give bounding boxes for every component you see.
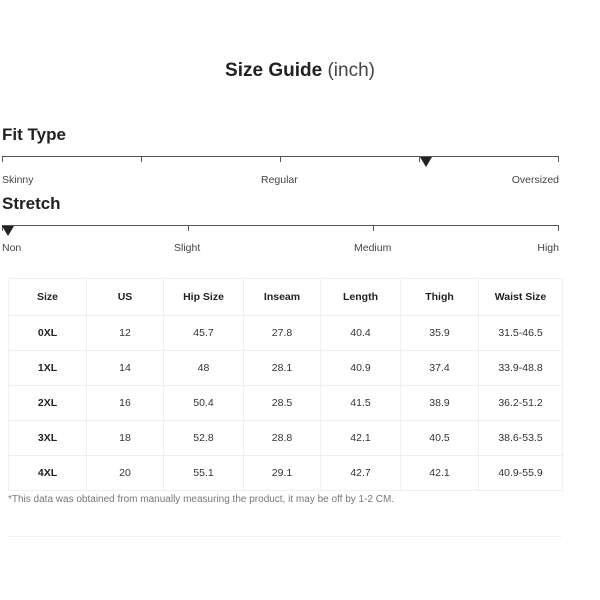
cell-thigh: 42.1 xyxy=(401,456,479,491)
cell-hip: 45.7 xyxy=(164,316,244,351)
stretch-label-non: Non xyxy=(2,242,22,254)
header-waist-size: Waist Size xyxy=(479,279,563,316)
size-table xyxy=(8,278,563,491)
cell-waist: 36.2-51.2 xyxy=(479,386,563,421)
cell-us: 20 xyxy=(87,456,164,491)
cell-hip: 52.8 xyxy=(164,421,244,456)
stretch-tick xyxy=(558,225,559,231)
measurement-note: *This data was obtained from manually measuring the product, it may be off by 1-2 CM. xyxy=(8,494,395,505)
cell-hip: 55.1 xyxy=(164,456,244,491)
stretch-heading: Stretch xyxy=(2,194,61,213)
cell-length: 42.1 xyxy=(321,421,401,456)
header-inseam: Inseam xyxy=(244,279,321,316)
cell-length: 42.7 xyxy=(321,456,401,491)
cell-waist: 40.9-55.9 xyxy=(479,456,563,491)
header-length: Length xyxy=(321,279,401,316)
table-header-row xyxy=(9,279,563,316)
fit-label-oversized: Oversized xyxy=(511,174,559,186)
table-row xyxy=(9,421,563,456)
cell-length: 41.5 xyxy=(321,386,401,421)
cell-hip: 50.4 xyxy=(164,386,244,421)
cell-length: 40.9 xyxy=(321,351,401,386)
cell-inseam: 28.5 xyxy=(244,386,321,421)
cell-size: 0XL xyxy=(9,316,87,351)
cell-thigh: 40.5 xyxy=(401,421,479,456)
cell-thigh: 37.4 xyxy=(401,351,479,386)
page-title xyxy=(0,60,600,82)
header-size: Size xyxy=(9,279,87,316)
table-row xyxy=(9,316,563,351)
title-text: Size Guide xyxy=(225,60,323,81)
header-thigh: Thigh xyxy=(401,279,479,316)
cell-us: 18 xyxy=(87,421,164,456)
stretch-label-medium: Medium xyxy=(354,242,392,254)
cell-inseam: 28.8 xyxy=(244,421,321,456)
table-row xyxy=(9,386,563,421)
stretch-label-slight: Slight xyxy=(174,242,201,254)
fit-tick xyxy=(141,156,142,162)
fit-type-marker-icon xyxy=(420,157,432,167)
fit-tick xyxy=(558,156,559,162)
cell-inseam: 28.1 xyxy=(244,351,321,386)
fit-tick xyxy=(280,156,281,162)
cell-size: 1XL xyxy=(9,351,87,386)
cell-size: 2XL xyxy=(9,386,87,421)
stretch-label-high: High xyxy=(537,242,559,254)
stretch-marker-icon xyxy=(2,226,14,236)
cell-thigh: 38.9 xyxy=(401,386,479,421)
cell-thigh: 35.9 xyxy=(401,316,479,351)
cell-us: 16 xyxy=(87,386,164,421)
table-row xyxy=(9,351,563,386)
cell-size: 4XL xyxy=(9,456,87,491)
cell-size: 3XL xyxy=(9,421,87,456)
title-unit: (inch) xyxy=(327,60,375,81)
header-us: US xyxy=(87,279,164,316)
divider xyxy=(8,536,562,537)
cell-length: 40.4 xyxy=(321,316,401,351)
fit-type-heading: Fit Type xyxy=(2,125,66,144)
cell-hip: 48 xyxy=(164,351,244,386)
fit-label-regular: Regular xyxy=(261,174,298,186)
cell-inseam: 27.8 xyxy=(244,316,321,351)
cell-inseam: 29.1 xyxy=(244,456,321,491)
cell-waist: 38.6-53.5 xyxy=(479,421,563,456)
table-row xyxy=(9,456,563,491)
cell-us: 14 xyxy=(87,351,164,386)
cell-waist: 31.5-46.5 xyxy=(479,316,563,351)
stretch-scale xyxy=(2,225,559,226)
fit-label-skinny: Skinny xyxy=(2,174,34,186)
fit-type-scale xyxy=(2,156,559,157)
header-hip-size: Hip Size xyxy=(164,279,244,316)
stretch-tick xyxy=(373,225,374,231)
cell-us: 12 xyxy=(87,316,164,351)
fit-tick xyxy=(2,156,3,162)
stretch-tick xyxy=(188,225,189,231)
cell-waist: 33.9-48.8 xyxy=(479,351,563,386)
